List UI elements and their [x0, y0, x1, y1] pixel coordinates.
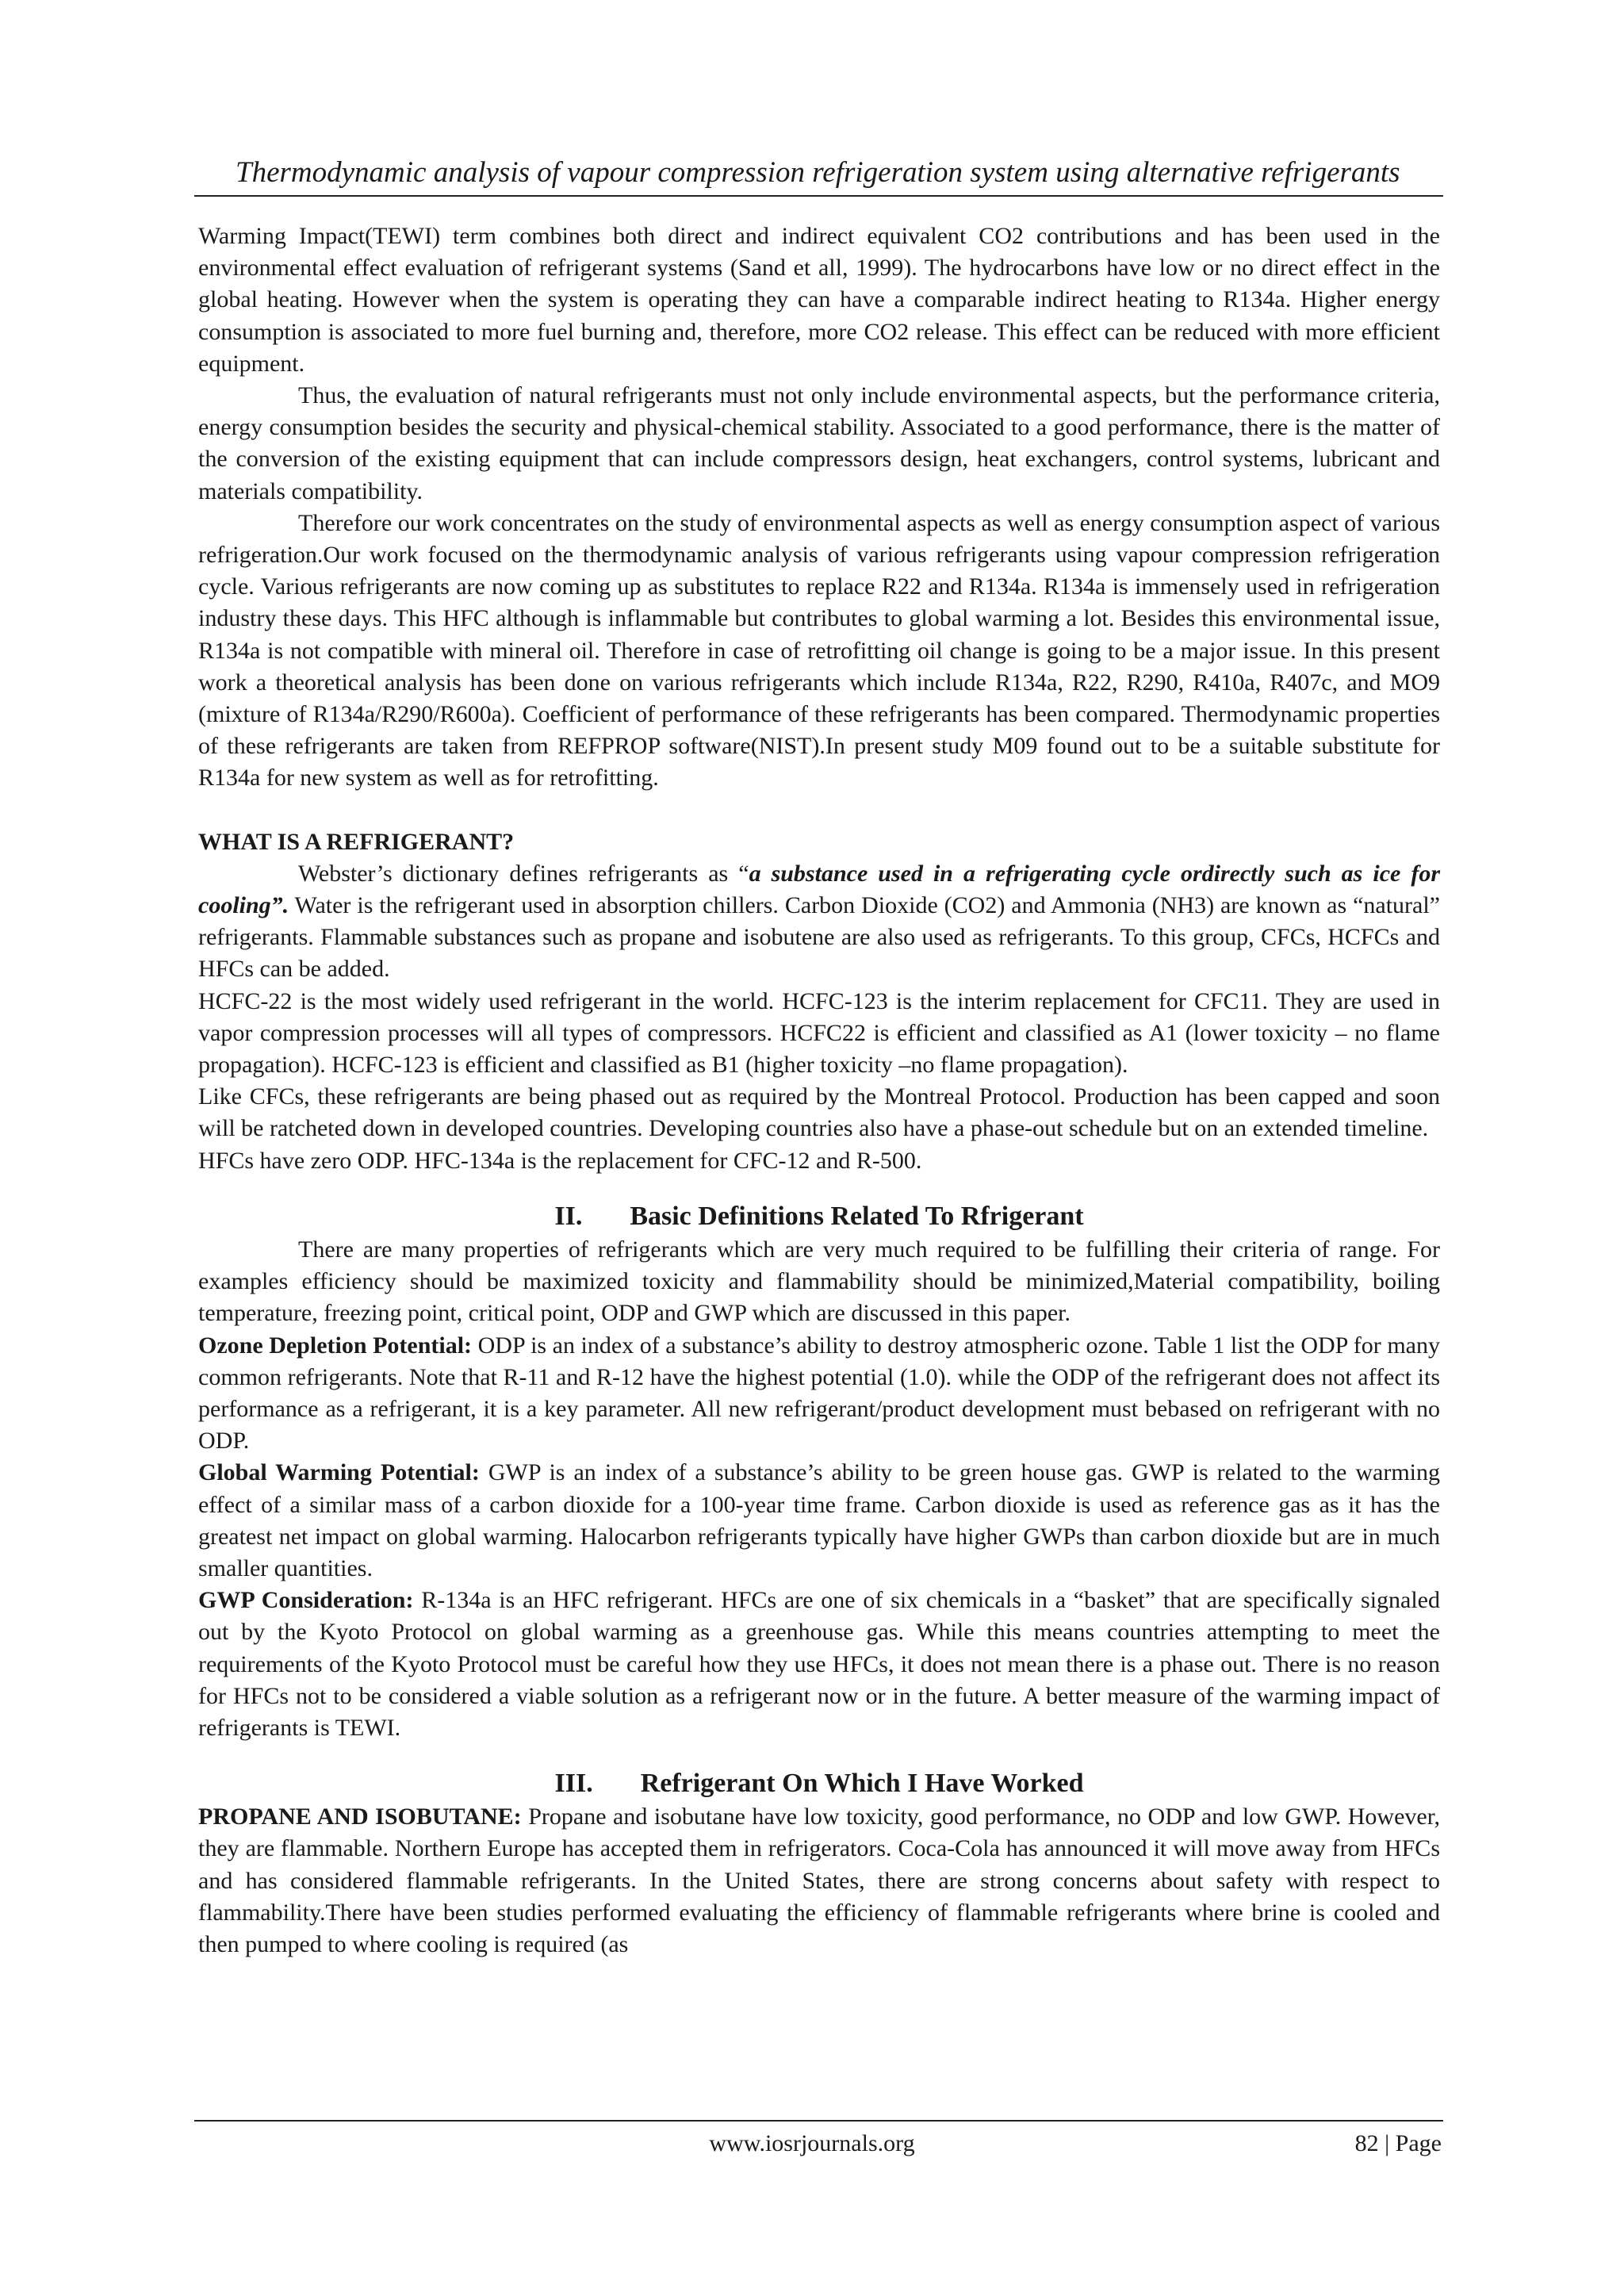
paragraph: Therefore our work concentrates on the study of environmental aspects as well as energy consumption aspect of various refrigeration.Our work focused on the thermodynamic analysis of various refrigerants using vapour compression refrigeration cycle. Various refrigerants are now coming up as substitutes to replace R22 and R134a. R134a is immensely used in refrigeration industry these days. This HFC although is inflammable but contributes to global warming a lot. Besides this environmental issue, R134a is not compatible with mineral oil. Therefore in case of retrofitting oil change is going to be a major issue. In this present work a theoretical analysis has been done on various refrigerants which include R134a, R22, R290, R410a, R407c, and MO9 (mixture of R134a/R290/R600a). Coefficient of performance of these refrigerants has been compared. Thermodynamic properties of these refrigerants are taken from REFPROP software(NIST).In present study M09 found out to be a suitable substitute for R134a for new system as well as for retrofitting.: [198, 509, 1440, 792]
paragraph: HFCs have zero ODP. HFC-134a is the replacement for CFC-12 and R-500.: [198, 1147, 922, 1174]
paragraph: Warming Impact(TEWI) term combines both direct and indirect equivalent CO2 contributions and has been used in the environmental effect evaluation of refrigerant systems (Sand et all, 1999). The hydrocarbons have low or no direct effect in the global heating. However when the system is operating they can have a comparable indirect heating to R134a. Higher energy consumption is associated to more fuel burning and, therefore, more CO2 release. This effect can be reduced with more efficient equipment.: [198, 223, 1440, 377]
header-rule: [194, 195, 1443, 197]
section-title: II. Basic Definitions Related To Rfrigerant: [554, 1201, 1084, 1231]
paragraph: Thus, the evaluation of natural refrigerants must not only include environmental aspects, but the performance criteria, energy consumption besides the security and physical-chemical stability. Associated to a good performance, there is the matter of the conversion of the existing equipment that can include compressors design, heat exchangers, control systems, lubricant and materials compatibility.: [198, 382, 1440, 504]
paragraph: PROPANE AND ISOBUTANE: Propane and isobutane have low toxicity, good performance, no ODP and low GWP. However, they are flammable. Northern Europe has accepted them in refrigerators. Coca-Cola has announced it will move away from HFCs and has considered flammable refrigerants. In the United States, there are strong concerns about safety with respect to flammability.There have been studies performed evaluating the efficiency of flammable refrigerants where brine is cooled and then pumped to where cooling is required (as: [198, 1803, 1440, 1957]
paragraph: HCFC-22 is the most widely used refrigerant in the world. HCFC-123 is the interim replacement for CFC11. They are used in vapor compression processes will all types of compressors. HCFC22 is efficient and classified as A1 (lower toxicity – no flame propagation). HCFC-123 is efficient and classified as B1 (higher toxicity –no flame propagation).: [198, 987, 1440, 1079]
paragraph: Like CFCs, these refrigerants are being phased out as required by the Montreal Protocol. Production has been capped and soon will be ratcheted down in developed countries. Developing countries also have a phase-out schedule but on an extended timeline.: [198, 1083, 1440, 1142]
running-header: Thermodynamic analysis of vapour compression refrigeration system using alternative refrigerants: [236, 156, 1400, 189]
page-body: [198, 220, 1440, 1961]
paragraph: There are many properties of refrigerants which are very much required to be fulfilling their criteria of range. For examples efficiency should be maximized toxicity and flammability should be minimized,Material compatibility, boiling temperature, freezing point, critical point, ODP and GWP which are discussed in this paper.: [198, 1236, 1440, 1327]
paragraph: GWP Consideration: R-134a is an HFC refrigerant. HFCs are one of six chemicals in a “basket” that are specifically signaled out by the Kyoto Protocol on global warming as a greenhouse gas. While this means countries attempting to meet the requirements of the Kyoto Protocol must be careful how they use HFCs, it does not mean there is a phase out. There is no reason for HFCs not to be considered a viable solution as a refrigerant now or in the future. A better measure of the warming impact of refrigerants is TEWI.: [198, 1587, 1440, 1741]
term-label: Ozone Depletion Potential:: [198, 1332, 473, 1359]
term-label: PROPANE AND ISOBUTANE:: [198, 1803, 522, 1830]
term-label: GWP Consideration:: [198, 1587, 414, 1614]
footer-website: www.iosrjournals.org: [709, 2130, 915, 2156]
subsection-heading: WHAT IS A REFRIGERANT?: [198, 828, 515, 855]
paragraph: Ozone Depletion Potential: ODP is an index of a substance’s ability to destroy atmospheric ozone. Table 1 list the ODP for many common refrigerants. Note that R-11 and R-12 have the highest potential (1.0). while the ODP of the refrigerant does not affect its performance as a refrigerant, it is a key parameter. All new refrigerant/product development must bebased on refrigerant with no ODP.: [198, 1332, 1440, 1455]
paragraph: Webster’s dictionary defines refrigerants as “a substance used in a refrigerating cycle ordirectly such as ice for cooling”. Water is the refrigerant used in absorption chillers. Carbon Dioxide (CO2) and Ammonia (NH3) are known as “natural” refrigerants. Flammable substances such as propane and isobutene are also used as refrigerants. To this group, CFCs, HCFCs and HFCs can be added.: [198, 860, 1440, 983]
footer-rule: [194, 2120, 1443, 2122]
emphasis-definition: a substance used in a refrigerating cycle ordirectly such as ice for cooling: [198, 860, 1440, 919]
footer-page-number: 82 | Page: [1354, 2130, 1442, 2156]
term-label: Global Warming Potential:: [198, 1459, 480, 1486]
section-title: III. Refrigerant On Which I Have Worked: [554, 1769, 1084, 1799]
paragraph: Global Warming Potential: GWP is an index of a substance’s ability to be green house gas. GWP is related to the warming effect of a similar mass of a carbon dioxide for a 100-year time frame. Carbon dioxide is used as reference gas as it has the greatest net impact on global warming. Halocarbon refrigerants typically have higher GWPs than carbon dioxide but are in much smaller quantities.: [198, 1459, 1440, 1581]
